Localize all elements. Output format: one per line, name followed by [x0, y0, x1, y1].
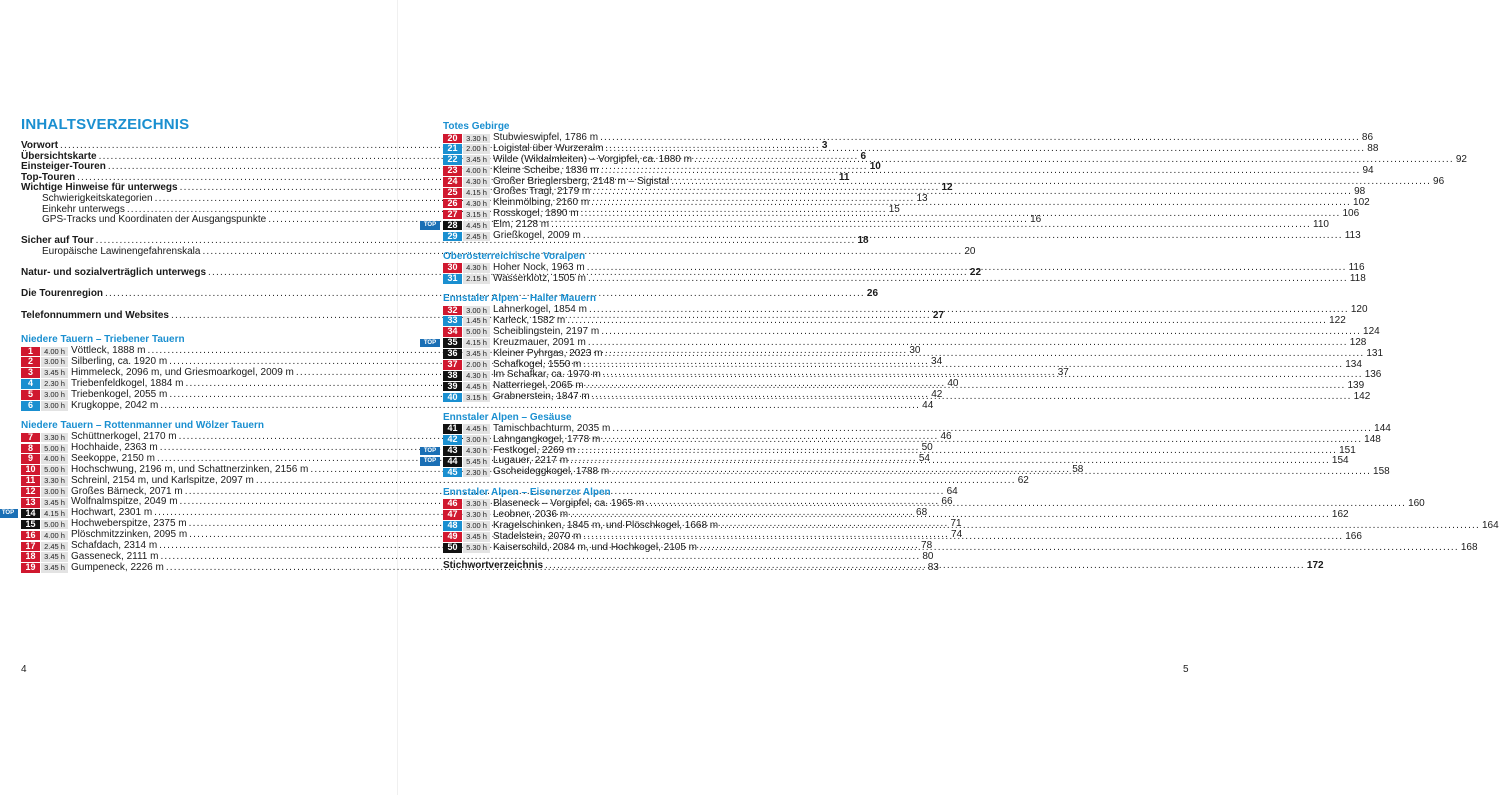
tour-duration: 2.45 h: [463, 232, 490, 242]
tour-page: 44: [922, 399, 934, 411]
tour-number-badge: 4: [21, 379, 40, 389]
tour-duration: 4.45 h: [463, 221, 490, 231]
toc-entry-label: Schwierigkeitskategorien: [42, 192, 153, 204]
tour-duration: 3.00 h: [41, 357, 68, 367]
tour-name: Wolfnalmspitze, 2049 m: [71, 496, 178, 508]
tour-page: 116: [1348, 261, 1365, 273]
tour-name: Gasseneck, 2111 m: [71, 550, 159, 562]
dot-leader: [588, 274, 1348, 285]
tour-duration: 4.15 h: [41, 509, 68, 519]
tour-name: Gumpeneck, 2226 m: [71, 561, 164, 573]
toc-entry-page: 13: [916, 192, 928, 204]
tour-name: Natterriegel, 2065 m: [493, 380, 584, 392]
tour-name: Im Schafkar, ca. 1970 m: [493, 369, 601, 381]
tour-name: Kleiner Pyhrgas, 2023 m: [493, 347, 603, 359]
toc-entry-label: GPS-Tracks und Koordinaten der Ausgangspunkte: [42, 214, 267, 226]
tour-name: Rosskogel, 1890 m: [493, 208, 579, 220]
tour-duration: 3.30 h: [41, 433, 68, 443]
dot-leader: [588, 338, 1348, 349]
tour-duration: 4.00 h: [463, 166, 490, 176]
tour-name: Stadelstein, 2070 m: [493, 530, 582, 542]
tour-duration: 3.30 h: [41, 476, 68, 486]
tour-name: Hoher Nock, 1963 m: [493, 261, 585, 273]
tour-number-badge: 7: [21, 433, 40, 443]
tour-page: 64: [946, 485, 958, 497]
tour-number-badge: 13: [21, 498, 40, 508]
tour-number-badge: 27: [443, 210, 462, 220]
tour-name: Wilde (Wildalmleiten) – Vorgipfel, ca. 1880 m: [493, 153, 692, 165]
dot-leader: [583, 529, 1343, 543]
tour-number-badge: 44: [443, 457, 462, 467]
tour-number-badge: 39: [443, 382, 462, 392]
tour-page: 124: [1363, 325, 1380, 337]
tour-number-badge: 10: [21, 465, 40, 475]
tour-duration: 4.00 h: [41, 454, 68, 464]
tour-duration: 3.45 h: [41, 563, 68, 573]
tour-duration: 3.45 h: [463, 349, 490, 359]
page-number-left: 4: [21, 664, 27, 675]
dot-leader: [612, 424, 1372, 435]
tour-name: Lahngangkogel, 1778 m: [493, 433, 601, 445]
tour-name: Wasserklotz, 1505 m: [493, 272, 586, 284]
tour-number-badge: 18: [21, 552, 40, 562]
section-heading: Ennstaler Alpen – Gesäuse: [443, 411, 572, 423]
tour-page: 86: [1361, 132, 1374, 143]
tour-number-badge: 41: [443, 424, 462, 434]
tour-duration: 2.30 h: [41, 379, 68, 389]
tour-duration: 4.30 h: [463, 177, 490, 187]
tour-number-badge: 19: [21, 563, 40, 573]
dot-leader: [600, 133, 1360, 144]
toc-entry-label: Top-Touren: [21, 171, 76, 183]
tour-number-badge: 16: [21, 531, 40, 541]
tour-number-badge: 1: [21, 347, 40, 357]
tour-page: 158: [1373, 466, 1390, 478]
tour-page: 96: [1433, 175, 1445, 187]
tour-name: Himmeleck, 2096 m, und Griesmoarkogel, 2009 m: [71, 366, 294, 378]
tour-name: Kreuzmauer, 2091 m: [493, 336, 586, 348]
tour-page: 134: [1345, 358, 1362, 370]
tour-page: 30: [909, 345, 921, 357]
tour-page: 144: [1374, 422, 1391, 434]
tour-name: Schreinl, 2154 m, und Karlspitze, 2097 m: [71, 474, 254, 486]
tour-name: Karleck, 1582 m: [493, 314, 566, 326]
tour-number-badge: 45: [443, 468, 462, 478]
tour-entry[interactable]: [443, 391, 1371, 403]
tour-name: Hochwart, 2301 m: [71, 507, 153, 519]
tour-page: 88: [1367, 142, 1379, 154]
dot-leader: [602, 435, 1362, 446]
toc-entry-page: 18: [857, 235, 869, 247]
tour-duration: 5.00 h: [463, 327, 490, 337]
toc-entry-label: Vorwort: [21, 140, 59, 151]
section-heading: Niedere Tauern – Rottenmanner und Wölzer Tauern: [21, 420, 264, 432]
tour-entry[interactable]: [443, 153, 1467, 166]
tour-duration: 4.30 h: [463, 371, 490, 381]
tour-number-badge: 47: [443, 510, 462, 520]
tour-page: 162: [1331, 508, 1349, 520]
tour-name: Großes Bärneck, 2071 m: [71, 485, 183, 497]
tour-number-badge: 34: [443, 327, 462, 337]
tour-duration: 3.30 h: [463, 134, 490, 144]
tour-page: 128: [1349, 336, 1367, 348]
tour-name: Plöschmitzzinken, 2095 m: [71, 529, 188, 541]
tour-duration: 3.00 h: [463, 521, 490, 531]
tour-name: Kleinmölbing, 2160 m: [493, 197, 590, 209]
tour-duration: 5.30 h: [463, 543, 490, 553]
toc-entry-label: Europäische Lawinengefahrenskala: [42, 245, 201, 257]
dot-leader: [605, 144, 1365, 155]
tour-duration: 5.00 h: [41, 444, 68, 454]
dot-leader: [601, 166, 1361, 177]
tour-number-badge: 40: [443, 393, 462, 403]
tour-page: 168: [1460, 541, 1478, 553]
toc-entry-page: 15: [888, 203, 900, 215]
tour-number-badge: 17: [21, 542, 40, 552]
tour-duration: 3.45 h: [463, 155, 490, 165]
toc-entry-label: Telefonnummern und Websites: [21, 309, 169, 321]
toc-entry-page: 6: [860, 150, 867, 162]
tour-number-badge: 28: [443, 221, 462, 231]
section-heading: Niedere Tauern – Triebener Tauern: [21, 334, 185, 346]
tour-duration: 4.30 h: [463, 263, 490, 273]
tour-duration: 3.00 h: [463, 435, 490, 445]
top-tour-badge: TOP: [420, 339, 440, 348]
tour-number-badge: 49: [443, 532, 462, 542]
toc-entry-page: 11: [838, 171, 850, 183]
tour-page: 80: [922, 550, 934, 562]
toc-entry-page: 16: [1030, 214, 1042, 226]
tour-name: Lugauer, 2217 m: [493, 455, 569, 467]
dot-leader: [545, 561, 1305, 572]
tour-name: Hochschwung, 2196 m, und Schattnerzinken, 2156 m: [71, 463, 309, 475]
tour-number-badge: 26: [443, 199, 462, 209]
section-heading: Oberösterreichische Voralpen: [443, 250, 586, 262]
toc-entry-page: 172: [1306, 560, 1324, 572]
toc-entry-label: Einsteiger-Touren: [21, 161, 106, 173]
toc-entry-label: Die Tourenregion: [21, 288, 104, 300]
tour-page: 122: [1329, 314, 1346, 326]
tour-name: Kleine Scheibe, 1836 m: [493, 164, 599, 176]
dot-leader: [699, 540, 1459, 554]
tour-page: 118: [1349, 272, 1366, 284]
tour-name: Schafkogel, 1550 m: [493, 358, 582, 370]
toc-entry-label: Wichtige Hinweise für unterwegs: [21, 182, 178, 194]
tour-page: 66: [941, 496, 953, 508]
tour-duration: 2.30 h: [463, 468, 490, 478]
tour-page: 62: [1017, 474, 1029, 486]
page-number-right: 5: [1183, 664, 1189, 675]
tour-number-badge: 9: [21, 454, 40, 464]
top-tour-badge: TOP: [420, 457, 440, 466]
tour-name: Hochweberspitze, 2375 m: [71, 518, 187, 530]
tour-number-badge: 37: [443, 360, 462, 370]
tour-page: 42: [931, 388, 943, 400]
tour-number-badge: 5: [21, 390, 40, 400]
tour-entry[interactable]: [443, 422, 1391, 435]
tour-number-badge: 6: [21, 401, 40, 411]
toc-entry-page: 3: [821, 140, 828, 151]
tour-page: 40: [947, 377, 959, 389]
top-tour-badge: TOP: [420, 447, 440, 456]
tour-number-badge: 12: [21, 487, 40, 497]
toc-spacer: [21, 300, 373, 311]
tour-entry[interactable]: [423, 336, 1367, 349]
tour-duration: 4.45 h: [463, 382, 490, 392]
toc-entry-page: 12: [941, 182, 953, 194]
tour-duration: 5.45 h: [463, 457, 490, 467]
toc-entry-page: 22: [969, 267, 982, 279]
tour-name: Festkogel, 2269 m: [493, 444, 576, 456]
tour-entry[interactable]: [21, 399, 934, 412]
tour-name: Schüttnerkogel, 2170 m: [71, 431, 177, 443]
tour-page: 154: [1331, 455, 1349, 467]
tour-page: 160: [1408, 497, 1425, 509]
dot-leader: [694, 155, 1454, 166]
tour-name: Leobner, 2036 m: [493, 508, 569, 520]
tour-number-badge: 50: [443, 543, 462, 553]
toc-entry-label: Übersichtskarte: [21, 150, 97, 162]
section-heading: Ennstaler Alpen – Eisenerzer Alpen: [443, 486, 611, 498]
tour-duration: 3.30 h: [463, 510, 490, 520]
tour-duration: 5.00 h: [41, 465, 68, 475]
toc-entry-page: 20: [964, 245, 976, 257]
tour-page: 68: [916, 507, 928, 519]
top-tour-badge: TOP: [420, 221, 440, 230]
tour-number-badge: 14: [21, 509, 40, 519]
tour-page: 166: [1345, 530, 1362, 542]
tour-number-badge: 31: [443, 274, 462, 284]
tour-page: 113: [1344, 230, 1361, 242]
toc-entry-page: 27: [932, 309, 944, 321]
tour-page: 34: [931, 355, 943, 367]
dot-leader: [567, 316, 1327, 327]
tour-page: 92: [1455, 153, 1467, 165]
tour-name: Seekoppe, 2150 m: [71, 452, 155, 464]
tour-name: Stubwieswipfel, 1786 m: [493, 132, 599, 143]
tour-name: Lahnerkogel, 1854 m: [493, 304, 587, 316]
tour-duration: 3.45 h: [41, 552, 68, 562]
tour-page: 94: [1362, 164, 1374, 176]
toc-entry-label: Sicher auf Tour: [21, 235, 94, 247]
tour-entry[interactable]: [21, 474, 1029, 487]
dot-leader: [601, 327, 1361, 338]
tour-page: 131: [1366, 347, 1384, 359]
tour-duration: 2.15 h: [463, 274, 490, 284]
dot-leader: [646, 496, 1406, 510]
dot-leader: [570, 507, 1330, 521]
tour-number-badge: 22: [443, 155, 462, 165]
tour-entry[interactable]: [21, 550, 934, 563]
tour-name: Krugkoppe, 2042 m: [71, 399, 159, 411]
toc-entry-page: 26: [866, 288, 879, 300]
tour-duration: 1.45 h: [463, 316, 490, 326]
tour-duration: 4.15 h: [463, 188, 490, 198]
tour-duration: 3.45 h: [41, 368, 68, 378]
tour-page: 54: [918, 452, 930, 464]
tour-name: Kaiserschild, 2084 m, und Hochkogel, 2105 m: [493, 541, 698, 553]
tour-number-badge: 29: [443, 232, 462, 242]
tour-number-badge: 30: [443, 263, 462, 273]
tour-page: 78: [921, 540, 933, 552]
tour-duration: 4.30 h: [463, 446, 490, 456]
tour-name: Silberling, ca. 1920 m: [71, 355, 168, 367]
tour-number-badge: 42: [443, 435, 462, 445]
tour-name: Triebenkogel, 2055 m: [71, 388, 168, 400]
tour-page: 142: [1353, 391, 1371, 403]
tour-page: 151: [1339, 444, 1356, 456]
tour-page: 50: [921, 442, 933, 454]
tour-page: 106: [1342, 208, 1360, 220]
tour-number-badge: 36: [443, 349, 462, 359]
dot-leader: [587, 263, 1347, 274]
toc-entry-label: Natur- und sozialverträglich unterwegs: [21, 267, 207, 279]
tour-number-badge: 2: [21, 357, 40, 367]
tour-name: Schafdach, 2314 m: [71, 540, 158, 552]
tour-duration: 5.00 h: [41, 520, 68, 530]
tour-duration: 3.00 h: [41, 390, 68, 400]
tour-page: 139: [1347, 380, 1365, 392]
tour-name: Blaseneck – Vorgipfel, ca. 1965 m: [493, 497, 645, 509]
tour-page: 71: [950, 518, 962, 530]
tour-number-badge: 20: [443, 134, 462, 144]
tour-name: Scheiblingstein, 2197 m: [493, 325, 600, 337]
tour-page: 98: [1354, 186, 1366, 198]
tour-name: Elm, 2128 m: [493, 219, 550, 231]
dot-leader: [592, 388, 1352, 403]
tour-number-badge: 21: [443, 144, 462, 154]
tour-number-badge: 46: [443, 499, 462, 509]
tour-entry[interactable]: [443, 466, 1390, 478]
tour-page: 136: [1364, 369, 1382, 381]
section-heading: Totes Gebirge: [443, 121, 510, 132]
tour-page: 164: [1482, 519, 1499, 531]
tour-number-badge: 48: [443, 521, 462, 531]
tour-name: Tamischbachturm, 2035 m: [493, 422, 611, 434]
tour-duration: 2.45 h: [41, 542, 68, 552]
tour-name: Großes Tragl, 2179 m: [493, 186, 591, 198]
tour-name: Grabnerstein, 1847 m: [493, 391, 590, 403]
tour-name: Triebenfeldkogel, 1884 m: [71, 377, 184, 389]
tour-duration: 4.30 h: [463, 199, 490, 209]
dot-leader: [605, 349, 1365, 360]
tour-duration: 3.00 h: [41, 401, 68, 411]
tour-duration: 3.15 h: [463, 210, 490, 220]
tour-duration: 3.30 h: [463, 499, 490, 509]
tour-duration: 3.45 h: [41, 498, 68, 508]
tour-name: Großer Brieglersberg, 2148 m – Sigistal: [493, 175, 670, 187]
tour-page: 110: [1313, 219, 1329, 231]
tour-name: Hochhaide, 2363 m: [71, 442, 158, 454]
tour-page: 83: [927, 561, 939, 573]
tour-duration: 3.45 h: [463, 532, 490, 542]
tour-page: 37: [1057, 366, 1069, 378]
dot-leader: [720, 518, 1480, 532]
tour-page: 58: [1072, 463, 1084, 475]
tour-entry[interactable]: [443, 325, 1380, 338]
tour-number-badge: 32: [443, 306, 462, 316]
tour-number-badge: 25: [443, 188, 462, 198]
tour-entry[interactable]: [443, 142, 1379, 155]
dot-leader: [583, 231, 1343, 242]
tour-page: 120: [1350, 304, 1368, 316]
tour-page: 148: [1364, 433, 1381, 445]
tour-number-badge: 35: [443, 338, 462, 348]
tour-number-badge: 11: [21, 476, 40, 486]
tour-number-badge: 33: [443, 316, 462, 326]
toc-entry-page: 10: [869, 161, 881, 173]
tour-duration: 4.00 h: [41, 531, 68, 541]
tour-name: Gscheideggkogel, 1788 m: [493, 466, 610, 478]
tour-number-badge: 3: [21, 368, 40, 378]
tour-name: Kragelschinken, 1845 m, und Plöschkogel, 1668 m: [493, 519, 719, 531]
tour-name: Loigistal über Wurzeralm: [493, 142, 604, 154]
toc-entry-label: Stichwortverzeichnis: [443, 560, 544, 572]
toc-entry-label: Einkehr unterwegs: [42, 203, 125, 215]
tour-duration: 3.00 h: [41, 487, 68, 497]
tour-duration: 4.00 h: [41, 347, 68, 357]
tour-page: 46: [940, 431, 952, 443]
top-tour-badge: TOP: [0, 509, 18, 518]
tour-page: 102: [1353, 197, 1370, 209]
tour-number-badge: 38: [443, 371, 462, 381]
tour-duration: 4.45 h: [463, 424, 490, 434]
tour-duration: 3.15 h: [463, 393, 490, 403]
section-heading: Ennstaler Alpen – Haller Mauern: [443, 293, 597, 305]
tour-entry[interactable]: [443, 132, 1374, 144]
tour-page: 74: [951, 529, 963, 541]
tour-duration: 2.00 h: [463, 360, 490, 370]
tour-number-badge: 8: [21, 444, 40, 454]
tour-number-badge: 15: [21, 520, 40, 530]
page-title: INHALTSVERZEICHNIS: [21, 116, 190, 133]
tour-number-badge: 23: [443, 166, 462, 176]
dot-leader: [611, 463, 1371, 478]
tour-name: Vöttleck, 1888 m: [71, 345, 146, 357]
tour-duration: 2.00 h: [463, 144, 490, 154]
tour-number-badge: 43: [443, 446, 462, 456]
tour-name: Grießkogel, 2009 m: [493, 230, 581, 242]
tour-duration: 4.15 h: [463, 338, 490, 348]
tour-duration: 3.00 h: [463, 306, 490, 316]
tour-number-badge: 24: [443, 177, 462, 187]
